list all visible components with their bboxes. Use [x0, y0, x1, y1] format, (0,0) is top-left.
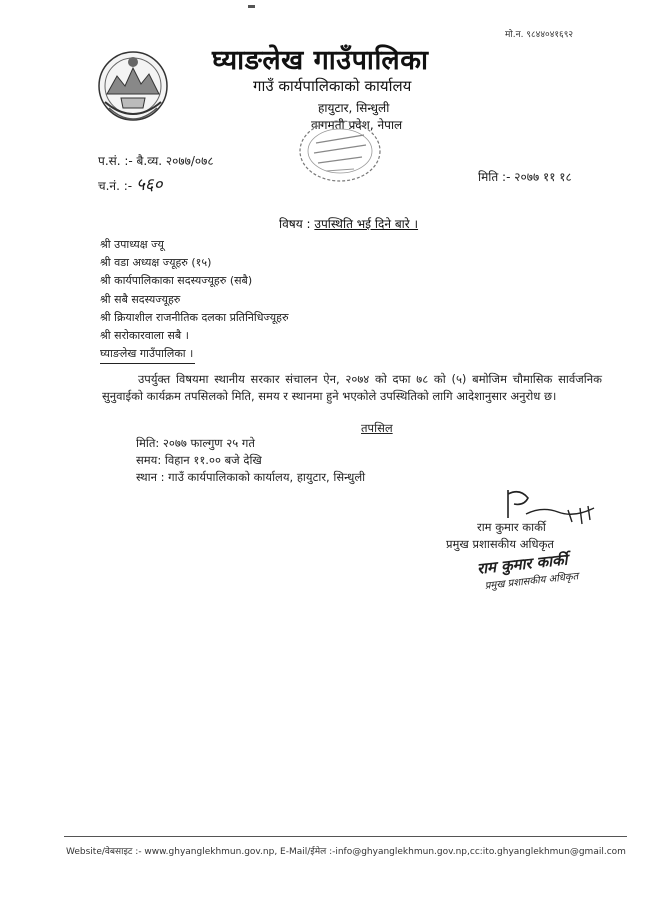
- address-line-2: वागमती प्रदेश, नेपाल: [311, 118, 403, 132]
- office-subtitle: गाउँ कार्यपालिकाको कार्यालय: [253, 77, 412, 95]
- recipient: श्री सबै सदस्यज्यूहरु: [100, 292, 181, 306]
- name-stamp: राम कुमार कार्की: [476, 550, 569, 578]
- office-name: घ्याङलेख गाउँपालिका: [212, 45, 429, 76]
- phone-number: मो.न. ९८४४०४१६९२: [505, 30, 574, 40]
- signatory-title: प्रमुख प्रशासकीय अधिकृत: [446, 537, 554, 551]
- event-place: स्थान : गाउँ कार्यपालिकाको कार्यालय, हायुटार, सिन्धुली: [136, 470, 366, 484]
- recipient: श्री सरोकारवाला सबै ।: [100, 329, 189, 343]
- letter-date: मिति :- २०७७ ११ १८: [478, 170, 572, 184]
- title-stamp: प्रमुख प्रशासकीय अधिकृत: [484, 571, 579, 592]
- subject-line: [279, 215, 418, 232]
- recipient: श्री वडा अध्यक्ष ज्यूहरु (१५): [100, 256, 212, 270]
- chalani-number-row: [98, 172, 162, 195]
- office-seal-stamp: [296, 115, 384, 185]
- chalani-number: ५६०: [135, 175, 163, 195]
- subject-label: विषय :: [279, 217, 311, 231]
- recipient-location: घ्याङलेख गाउँपालिका ।: [100, 345, 195, 364]
- patra-sankhya: प.सं. :- बै.व्य. २०७७/०७८: [98, 154, 214, 168]
- footer-divider: [64, 836, 627, 837]
- event-date: मिति: २०७७ फाल्गुण २५ गते: [136, 436, 255, 450]
- recipient-list: [100, 236, 289, 364]
- body-paragraph: उपर्युक्त विषयमा स्थानीय सरकार संचालन ऐन, २०७४ को दफा ७८ को (५) बमोजिम चौमासिक सार्वजनिक सुनुवाईको कार्यक्रम तपसिलको मिति, समय र स्थानमा हुने भएकोले उपस्थितिको लागि आदेशानुसार अनुरोध छ।: [102, 372, 602, 403]
- scan-mark: [248, 5, 255, 8]
- event-time: समय: विहान ११.०० बजे देखि: [136, 453, 262, 467]
- address-line-1: हायुटार, सिन्धुली: [318, 101, 390, 115]
- footer-contact: Website/वेबसाइट :- www.ghyanglekhmun.gov.np, E-Mail/ईमेल :-info@ghyanglekhmun.gov.np,cc:ito.ghyanglekhmun@gmail.com: [66, 847, 626, 857]
- recipient: श्री क्रियाशील राजनीतिक दलका प्रतिनिधिज्यूहरु: [100, 310, 289, 324]
- nepal-emblem-icon: [95, 42, 171, 134]
- tapsil-heading: तपसिल: [361, 421, 393, 435]
- signatory-name: राम कुमार कार्की: [477, 520, 546, 534]
- recipient: श्री कार्यपालिकाका सदस्यज्यूहरु (सबै): [100, 274, 253, 288]
- subject-text: उपस्थिति भई दिने बारे ।: [314, 217, 419, 231]
- chalani-label: च.नं. :-: [98, 179, 133, 193]
- recipient: श्री उपाध्यक्ष ज्यू: [100, 238, 164, 251]
- event-details: [136, 435, 365, 486]
